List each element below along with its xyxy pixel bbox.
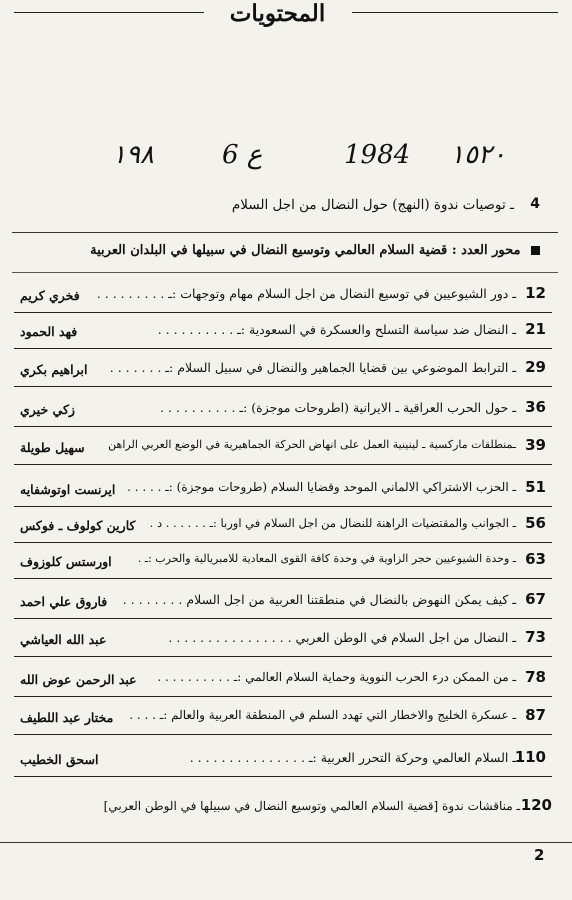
- handwritten-page: ١٩٨: [112, 140, 154, 170]
- toc-entry: [14, 748, 552, 782]
- toc-entry: [14, 514, 552, 548]
- entry-author: كارين كولوف ـ فوكس: [20, 518, 136, 533]
- toc-entry: [14, 284, 552, 318]
- toc-entry: [14, 668, 552, 702]
- entry-title: ـ الجوانب والمقتضيات الراهنة للنضال من اجل السلام في اوربا :ـ . . . . . . د .: [149, 516, 516, 530]
- entry-page-number: 29: [525, 358, 546, 376]
- entry-page-number: 78: [525, 668, 546, 686]
- entry-author: فهد الحمود: [20, 324, 78, 339]
- entry-title: ـ النضال من اجل السلام في الوطن العربي . . . . . . . . . . . . . . . .: [168, 630, 516, 645]
- entry-page-number: 21: [525, 320, 546, 338]
- toc-entry: [14, 478, 552, 512]
- issue-theme: [20, 243, 540, 258]
- header-rule-left: [14, 12, 204, 13]
- entry-page-number: 120: [520, 796, 552, 814]
- entry-author: عبد الرحمن عوض الله: [20, 672, 137, 687]
- entry-page-number: 110: [514, 748, 546, 766]
- footer-rule: [0, 842, 572, 843]
- entry-page-number: 87: [525, 706, 546, 724]
- entry-author: فخري كريم: [20, 288, 80, 303]
- entry-page-number: 67: [525, 590, 546, 608]
- page-title: المحتويات: [229, 0, 326, 27]
- entry-page-number: 73: [525, 628, 546, 646]
- toc-entry: [14, 436, 552, 470]
- entry-page-number: 39: [525, 436, 546, 454]
- recommendations-entry: [40, 196, 540, 218]
- toc-entry: [14, 398, 552, 432]
- entry-title: ـ حول الحرب العراقية ـ الايرانية (اطروحات موجزة) :ـ . . . . . . . . . .: [159, 400, 516, 415]
- toc-entry: [14, 706, 552, 740]
- entry-author: زكي خيري: [20, 402, 75, 417]
- entry-page-number: 4: [530, 196, 540, 212]
- entry-title: ـ النضال ضد سياسة التسلح والعسكرة في السعودية :ـ . . . . . . . . . .: [157, 322, 516, 337]
- entry-title: ـ من الممكن درء الحرب النووية وحماية السلام العالمي :ـ . . . . . . . . . .: [157, 670, 516, 684]
- theme-title: قضية السلام العالمي وتوسيع النضال في سبيلها في البلدان العربية: [90, 243, 448, 258]
- entry-title: ـ الترابط الموضوعي بين قضايا الجماهير والنضال في سبيل السلام :ـ . . . . . . .: [109, 360, 516, 375]
- entry-title: ـ وحدة الشيوعيين حجر الزاوية في وحدة كافة القوى المعادية للامبريالية والحرب :ـ .: [137, 552, 516, 565]
- entry-title: ـ الحزب الاشتراكي الالماني الموحد وقضايا السلام (طروحات موجزة) :ـ . . . . .: [127, 480, 516, 494]
- toc-entry: [14, 628, 552, 662]
- square-bullet-icon: [531, 246, 540, 255]
- entry-author: اورستس كلوزوف: [20, 554, 112, 569]
- page-number: 2: [534, 846, 545, 864]
- handwritten-issue: ع 6: [222, 140, 263, 170]
- entry-author: ايرنست اوتوشفايه: [20, 482, 116, 497]
- theme-label: محور العدد :: [451, 243, 521, 258]
- entry-author: مختار عبد اللطيف: [20, 710, 114, 725]
- entry-page-number: 12: [525, 284, 546, 302]
- entry-title: ـ توصيات ندوة (النهج) حول النضال من اجل السلام: [231, 197, 514, 213]
- entry-page-number: 36: [525, 398, 546, 416]
- handwritten-year: 1984: [344, 140, 411, 170]
- handwritten-code: ١٥٢٠: [450, 140, 506, 170]
- entry-title: ـ عسكرة الخليج والاخطار التي تهدد السلم في المنطقة العربية والعالم :ـ . . . .: [129, 708, 516, 722]
- entry-author: فاروق علي احمد: [20, 594, 108, 609]
- entry-author: عبد الله العياشي: [20, 632, 107, 647]
- entry-author: ابراهيم بكري: [20, 362, 88, 377]
- entry-title: ـ السلام العالمي وحركة التحرر العربية :ـ . . . . . . . . . . . . . . .: [189, 750, 516, 765]
- entry-title: ـمنطلقات ماركسية ـ لينينية العمل على انهاض الحركة الجماهيرية في الوضع العربي الراهن: [108, 438, 516, 451]
- toc-entry: [14, 590, 552, 624]
- entry-page-number: 51: [525, 478, 546, 496]
- entry-author: سهيل طويلة: [20, 440, 85, 455]
- entry-page-number: 56: [525, 514, 546, 532]
- toc-entry: [14, 550, 552, 584]
- divider: [12, 272, 558, 273]
- entry-page-number: 63: [525, 550, 546, 568]
- header-rule-right: [352, 12, 558, 13]
- toc-entry: [14, 320, 552, 354]
- entry-title: ـ كيف يمكن النهوض بالنضال في منطقتنا العربية من اجل السلام . . . . . . . .: [122, 592, 516, 607]
- entry-title: ـ دور الشيوعيين في توسيع النضال من اجل السلام مهام وتوجهات :ـ . . . . . . . . .: [96, 286, 516, 301]
- toc-entry: [14, 358, 552, 392]
- entry-title: ـ مناقشات ندوة [قضية السلام العالمي وتوسيع النضال في سبيلها في الوطن العربي]: [103, 799, 520, 813]
- entry-author: اسحق الخطيب: [20, 752, 99, 767]
- divider: [12, 232, 558, 233]
